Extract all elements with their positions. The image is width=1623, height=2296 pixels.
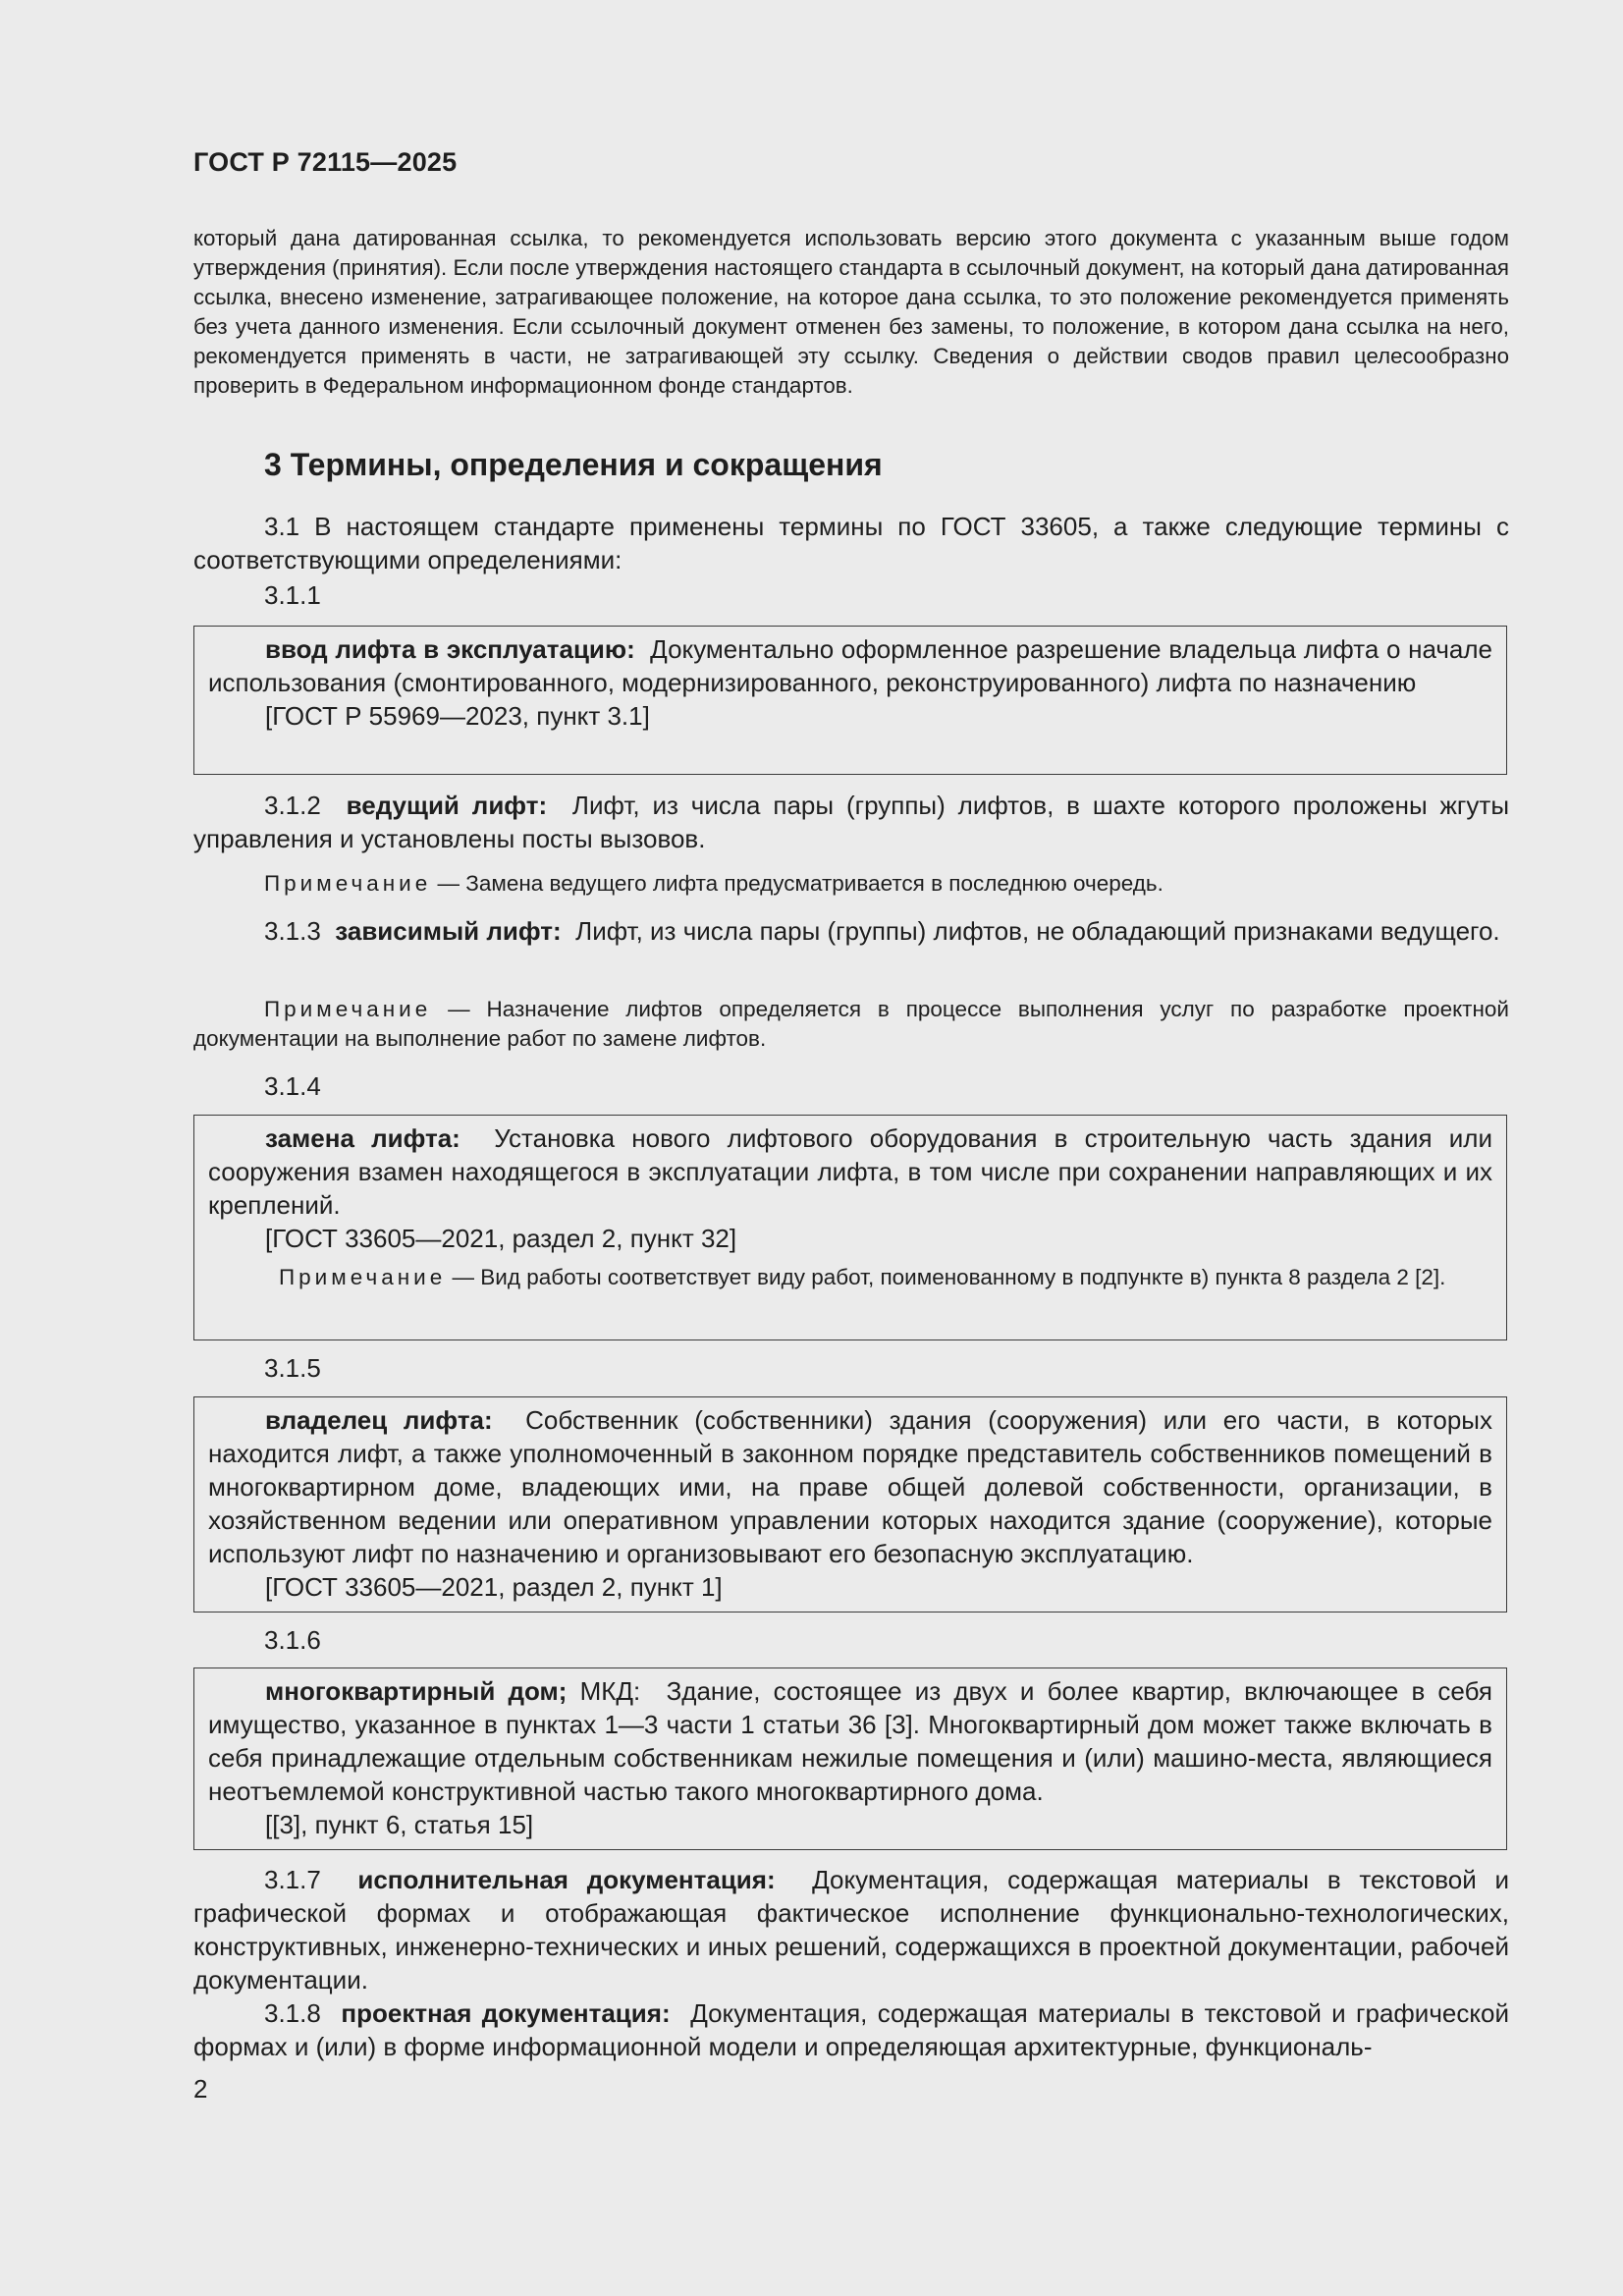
- term-3-1-7: [193, 1863, 1509, 1996]
- term-number: 3.1.3: [264, 916, 321, 946]
- note-3-1-2: [193, 869, 1509, 899]
- term-box-3-1-4: [193, 1115, 1507, 1340]
- term-source: [ГОСТ 33605—2021, раздел 2, пункт 1]: [265, 1572, 723, 1602]
- term-number-3-1-6: 3.1.6: [264, 1625, 321, 1655]
- term-number: 3.1.8: [264, 1998, 321, 2028]
- term-definition: [208, 1121, 1492, 1222]
- note-label: Примечание: [264, 871, 432, 896]
- note-label: Примечание: [279, 1265, 447, 1289]
- term-text: Документация, содержащая материалы в текстовой и графической формах и отображающая фактическое исполнение функционально-технологических, конструктивных, инженерно-технических и иных решений, содержащихся в проектной документации, рабочей документации.: [193, 1865, 1509, 1995]
- term-source: [ГОСТ 33605—2021, раздел 2, пункт 32]: [265, 1224, 737, 1253]
- document-header: ГОСТ Р 72115—2025: [193, 147, 458, 177]
- term-text: Документально оформленное разрешение владельца лифта о начале использования (смонтированного, модернизированного, реконструированного) лифта по назначению: [208, 634, 1493, 697]
- term-text: Собственник (собственники) здания (сооружения) или его части, в которых находится лифт, а также уполномоченный в законном порядке представитель собственников помещений в многоквартирном доме, владеющих ими, на праве общей долевой собственности, организации, в хозяйственном ведении или оперативном управлении которых находится здание (сооружение), которые используют лифт по назначению и организовывают его безопасную эксплуатацию.: [208, 1405, 1492, 1568]
- term-definition: [208, 1403, 1492, 1570]
- term-box-3-1-6: [193, 1667, 1507, 1850]
- term-text: Документация, содержащая материалы в текстовой и графической формах и (или) в форме информационной модели и определяющая архитектурные, функциональ-: [193, 1998, 1509, 2061]
- term-name: зависимый лифт:: [335, 916, 562, 946]
- term-3-1-3: [193, 914, 1509, 948]
- term-definition: [208, 1674, 1492, 1808]
- term-number-3-1-1: 3.1.1: [264, 580, 321, 610]
- paragraph-3-1: 3.1 В настоящем стандарте применены термины по ГОСТ 33605, а также следующие термины с соответствующими определениями:: [193, 512, 1509, 574]
- term-name: многоквартирный дом;: [265, 1676, 568, 1706]
- term-number-3-1-5: 3.1.5: [264, 1353, 321, 1383]
- term-name: замена лифта:: [265, 1123, 460, 1153]
- term-name: исполнительная документация:: [357, 1865, 776, 1894]
- intro-paragraph: который дана датированная ссылка, то рекомендуется использовать версию этого документа с указанным выше годом утверждения (принятия). Если после утверждения настоящего стандарта в ссылочный документ, на который дана датированная ссылка, внесено изменение, затрагивающее положение, на которое дана ссылка, то это положение рекомендуется применять без учета данного изменения. Если ссылочный документ отменен без замены, то положение, в котором дана ссылка на него, рекомендуется применять в части, не затрагивающей эту ссылку. Сведения о действии сводов правил целесообразно проверить в Федеральном информационном фонде стандартов.: [193, 226, 1509, 398]
- note-text: — Замена ведущего лифта предусматривается в последнюю очередь.: [437, 871, 1163, 896]
- note-text: — Вид работы соответствует виду работ, поименованному в подпункте в) пункта 8 раздела 2 [2].: [452, 1265, 1446, 1289]
- term-source: [ГОСТ Р 55969—2023, пункт 3.1]: [265, 701, 650, 731]
- term-note: [208, 1263, 1492, 1292]
- term-number-3-1-4: 3.1.4: [264, 1071, 321, 1101]
- term-text: Лифт, из числа пары (группы) лифтов, в шахте которого проложены жгуты управления и установлены посты вызовов.: [193, 791, 1510, 853]
- note-3-1-3: [193, 995, 1509, 1054]
- term-source: [[3], пункт 6, статья 15]: [265, 1810, 534, 1839]
- term-text: Здание, состоящее из двух и более квартир, включающее в себя имущество, указанное в пунктах 1—3 части 1 статьи 36 [3]. Многоквартирный дом может также включать в себя принадлежащие отдельным собственникам нежилые помещения и (или) машино-места, являющиеся неотъемлемой конструктивной частью такого многоквартирного дома.: [208, 1676, 1492, 1806]
- term-box-3-1-1: [193, 626, 1507, 775]
- term-text: Лифт, из числа пары (группы) лифтов, не обладающий признаками ведущего.: [575, 916, 1500, 946]
- term-name: проектная документация:: [341, 1998, 671, 2028]
- page-number: 2: [193, 2074, 208, 2104]
- term-name: ведущий лифт:: [346, 791, 548, 820]
- term-name: ввод лифта в эксплуатацию:: [265, 634, 635, 664]
- term-text: Установка нового лифтового оборудования в строительную часть здания или сооружения взамен находящегося в эксплуатации лифта, в том числе при сохранении направляющих и их креплений.: [208, 1123, 1492, 1220]
- note-label: Примечание: [264, 997, 432, 1021]
- term-number: 3.1.7: [264, 1865, 321, 1894]
- term-3-1-2: [193, 789, 1509, 855]
- term-box-3-1-5: [193, 1396, 1507, 1613]
- term-abbreviation: МКД:: [579, 1676, 641, 1706]
- term-name: владелец лифта:: [265, 1405, 493, 1435]
- note-text: — Назначение лифтов определяется в процессе выполнения услуг по разработке проектной документации на выполнение работ по замене лифтов.: [193, 997, 1509, 1051]
- term-3-1-8: [193, 1996, 1509, 2063]
- term-definition: [208, 632, 1492, 699]
- term-number: 3.1.2: [264, 791, 321, 820]
- section-title: 3 Термины, определения и сокращения: [264, 447, 883, 482]
